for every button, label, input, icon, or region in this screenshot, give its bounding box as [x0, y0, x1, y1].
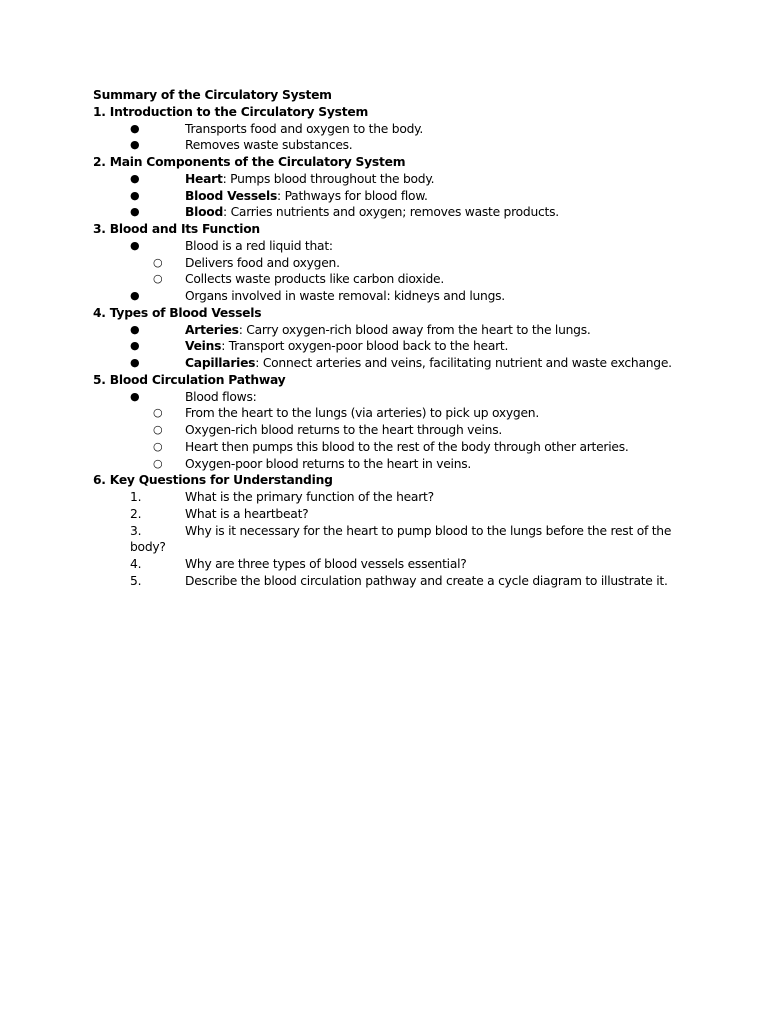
section-heading: 1. Introduction to the Circulatory System [93, 104, 369, 119]
list-item [93, 288, 673, 305]
bullet-marker: ● [130, 356, 140, 369]
list-item-text: Heart then pumps this blood to the rest of the body through other arteries. [185, 439, 629, 454]
sub-list-item [93, 405, 673, 422]
definition: : Pumps blood throughout the body. [222, 171, 435, 186]
section-heading: 5. Blood Circulation Pathway [93, 372, 286, 387]
item-number: 5. [130, 573, 142, 588]
list-item [93, 338, 673, 355]
definition: : Connect arteries and veins, facilitating nutrient and waste exchange. [255, 356, 672, 370]
list-item-text [93, 204, 673, 221]
term: Blood [185, 205, 224, 220]
sub-list-item [93, 422, 673, 439]
list-item [93, 188, 673, 205]
numbered-item [93, 573, 673, 590]
list-item [93, 137, 673, 154]
list-item [93, 238, 673, 255]
document-content [93, 87, 673, 590]
bullet-marker: ● [130, 322, 140, 336]
definition: : Carries nutrients and oxygen; removes waste products. [223, 205, 559, 220]
list-item-text: Oxygen-rich blood returns to the heart through veins. [185, 423, 503, 437]
item-number: 1. [130, 490, 142, 504]
numbered-item [93, 523, 673, 557]
definition: : Pathways for blood flow. [277, 188, 428, 203]
list-item-text: From the heart to the lungs (via arteries) to pick up oxygen. [185, 406, 539, 421]
list-item-text [93, 338, 673, 355]
sub-list-item [93, 255, 673, 272]
definition: : Transport oxygen-poor blood back to the heart. [221, 339, 509, 354]
section-heading: 3. Blood and Its Function [93, 222, 260, 236]
sub-list-item [93, 456, 673, 473]
list-item-text: Blood is a red liquid that: [185, 238, 333, 253]
section-heading: 4. Types of Blood Vessels [93, 305, 262, 320]
bullet-marker: ● [130, 238, 140, 252]
bullet-marker: ● [130, 121, 140, 135]
list-item-text: Oxygen-poor blood returns to the heart in veins. [185, 456, 472, 471]
bullet-marker: ● [130, 205, 140, 219]
item-number: 3. [130, 523, 142, 538]
list-item-text: Blood flows: [185, 389, 257, 404]
bullet-marker: ● [130, 138, 140, 152]
term: Veins [185, 339, 222, 354]
list-item [93, 204, 673, 221]
list-item-text: Organs involved in waste removal: kidneys and lungs. [185, 289, 505, 303]
term: Arteries [185, 322, 239, 337]
document-title: Summary of the Circulatory System [93, 88, 332, 102]
bullet-marker: ● [130, 171, 140, 185]
circle-marker: ○ [153, 406, 163, 420]
list-item-text [93, 171, 673, 188]
sub-list-item [93, 439, 673, 456]
list-item-text [93, 322, 673, 339]
definition: : Carry oxygen-rich blood away from the heart to the lungs. [238, 322, 591, 337]
list-item-text: Why are three types of blood vessels essential? [185, 557, 467, 571]
list-item [93, 355, 673, 372]
circle-marker: ○ [153, 272, 163, 286]
term: Heart [185, 171, 223, 186]
circle-marker: ○ [153, 456, 163, 470]
bullet-marker: ● [130, 188, 140, 202]
item-number: 4. [130, 557, 142, 571]
numbered-item [93, 506, 673, 523]
circle-marker: ○ [153, 423, 163, 436]
list-item-text: What is a heartbeat? [185, 506, 309, 521]
list-item-text: Transports food and oxygen to the body. [185, 121, 424, 136]
list-item [93, 389, 673, 406]
term: Capillaries [185, 356, 256, 370]
list-item [93, 322, 673, 339]
numbered-item [93, 556, 673, 573]
list-item [93, 171, 673, 188]
numbered-item [93, 489, 673, 506]
list-item-text: Why is it necessary for the heart to pump blood to the lungs before the rest of the body? [130, 523, 672, 555]
sub-list-item [93, 271, 673, 288]
list-item [93, 121, 673, 138]
circle-marker: ○ [153, 255, 163, 269]
bullet-marker: ● [130, 289, 140, 302]
list-item-text: Describe the blood circulation pathway and create a cycle diagram to illustrate it. [185, 573, 668, 588]
list-item-text: Removes waste substances. [185, 138, 353, 153]
bullet-marker: ● [130, 339, 140, 353]
term: Blood Vessels [185, 188, 278, 203]
list-item-text: Collects waste products like carbon dioxide. [185, 272, 445, 287]
section-heading: 6. Key Questions for Understanding [93, 473, 333, 488]
list-item-text: What is the primary function of the heart? [185, 490, 434, 504]
bullet-marker: ● [130, 389, 140, 403]
list-item-text: Delivers food and oxygen. [185, 255, 340, 270]
item-number: 2. [130, 506, 142, 521]
list-item-text [93, 188, 673, 205]
circle-marker: ○ [153, 439, 163, 453]
section-heading: 2. Main Components of the Circulatory System [93, 155, 406, 169]
